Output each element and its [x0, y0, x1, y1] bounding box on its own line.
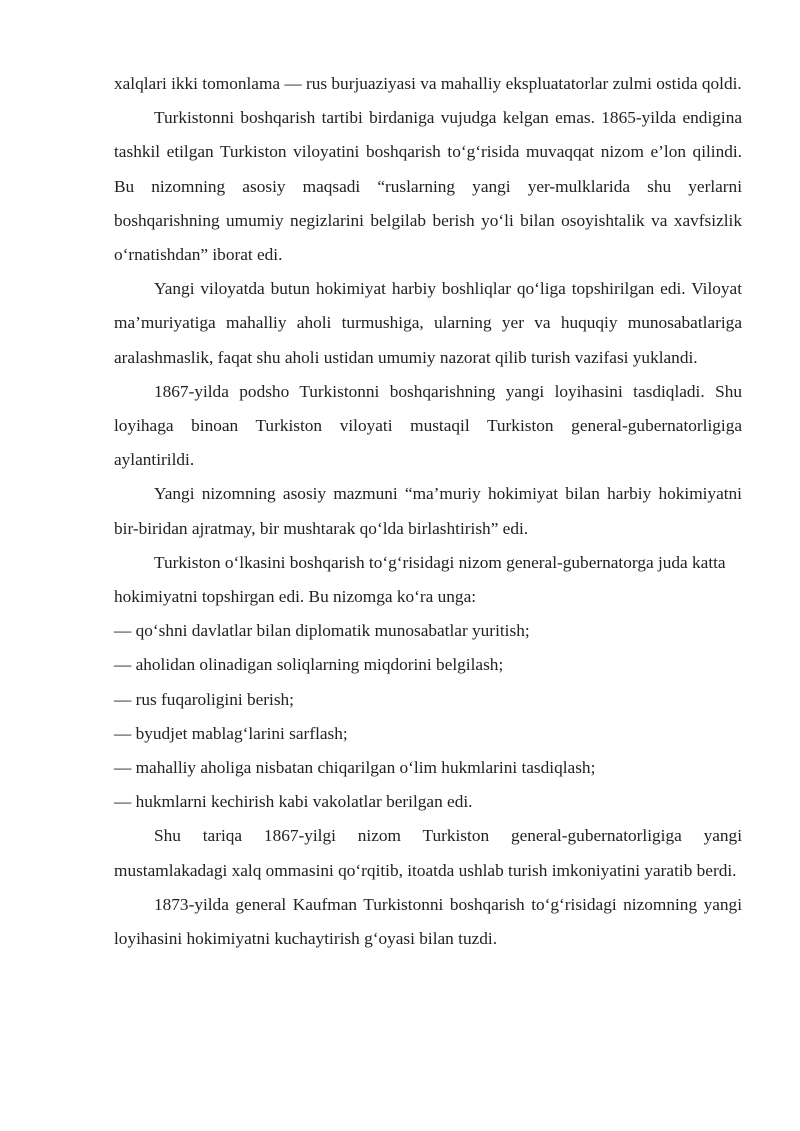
paragraph-governance-1865: Turkistonni boshqarish tartibi birdaniga vujudga kelgan emas. 1865-yilda endigina tashkil etilgan Turkiston viloyatini boshqarish to‘g‘risida muvaqqat nizom e’lon qilindi. Bu nizomning asosiy maqsadi “ruslarning yangi yer-mulklarida shu yerlarni boshqarishning umumiy negizlarini belgilab berish yo‘li bilan osoyishtalik va xavfsizlik o‘rnatishdan” iborat edi. [114, 108, 742, 265]
paragraph-military-authority: Yangi viloyatda butun hokimiyat harbiy boshliqlar qo‘liga topshirilgan edi. Viloyat ma’muriyatiga mahalliy aholi turmushiga, ularning yer va huquqiy munosabatlariga aralashmaslik, faqat shu aholi ustidan umumiy nazorat qilib turish vazifasi yuklandi. [114, 279, 742, 367]
paragraph-governor-powers: Turkiston o‘lkasini boshqarish to‘g‘risidagi nizom general-gubernatorga juda katta hokimiyatni topshirgan edi. Bu nizomga ko‘ra unga: [114, 552, 726, 607]
list-item: — aholidan olinadigan soliqlarning miqdorini belgilash; [114, 655, 504, 675]
paragraph-1867-project: 1867-yilda podsho Turkistonni boshqarishning yangi loyihasini tasdiqladi. Shu loyihaga binoan Turkiston viloyati mustaqil Turkiston general-gubernatorligiga aylantirildi. [114, 381, 742, 470]
paragraph-1873-kaufman: 1873-yilda general Kaufman Turkistonni boshqarish to‘g‘risidagi nizomning yangi loyihasini hokimiyatni kuchaytirish g‘oyasi bilan tuzdi. [114, 894, 742, 949]
paragraph-new-statute: Yangi nizomning asosiy mazmuni “ma’muriy hokimiyat bilan harbiy hokimiyatni bir-biridan ajratmay, bir mushtarak qo‘lda birlashtirish” edi. [114, 484, 742, 538]
list-item: — hukmlarni kechirish kabi vakolatlar berilgan edi. [114, 792, 473, 812]
list-item: — byudjet mablag‘larini sarflash; [114, 723, 348, 743]
list-item: — mahalliy aholiga nisbatan chiqarilgan o‘lim hukmlarini tasdiqlash; [114, 758, 596, 778]
paragraph-1867-result: Shu tariqa 1867-yilgi nizom Turkiston general-gubernatorligiga yangi mustamlakadagi xalq ommasini qo‘rqitib, itoatda ushlab turish imkoniyatini yaratib berdi. [114, 826, 742, 880]
paragraph-continuation: xalqlari ikki tomonlama — rus burjuaziyasi va mahalliy ekspluatatorlar zulmi ostida qoldi. [114, 74, 742, 93]
list-item: — rus fuqaroligini berish; [114, 689, 294, 709]
list-item: — qo‘shni davlatlar bilan diplomatik munosabatlar yuritish; [114, 621, 530, 641]
